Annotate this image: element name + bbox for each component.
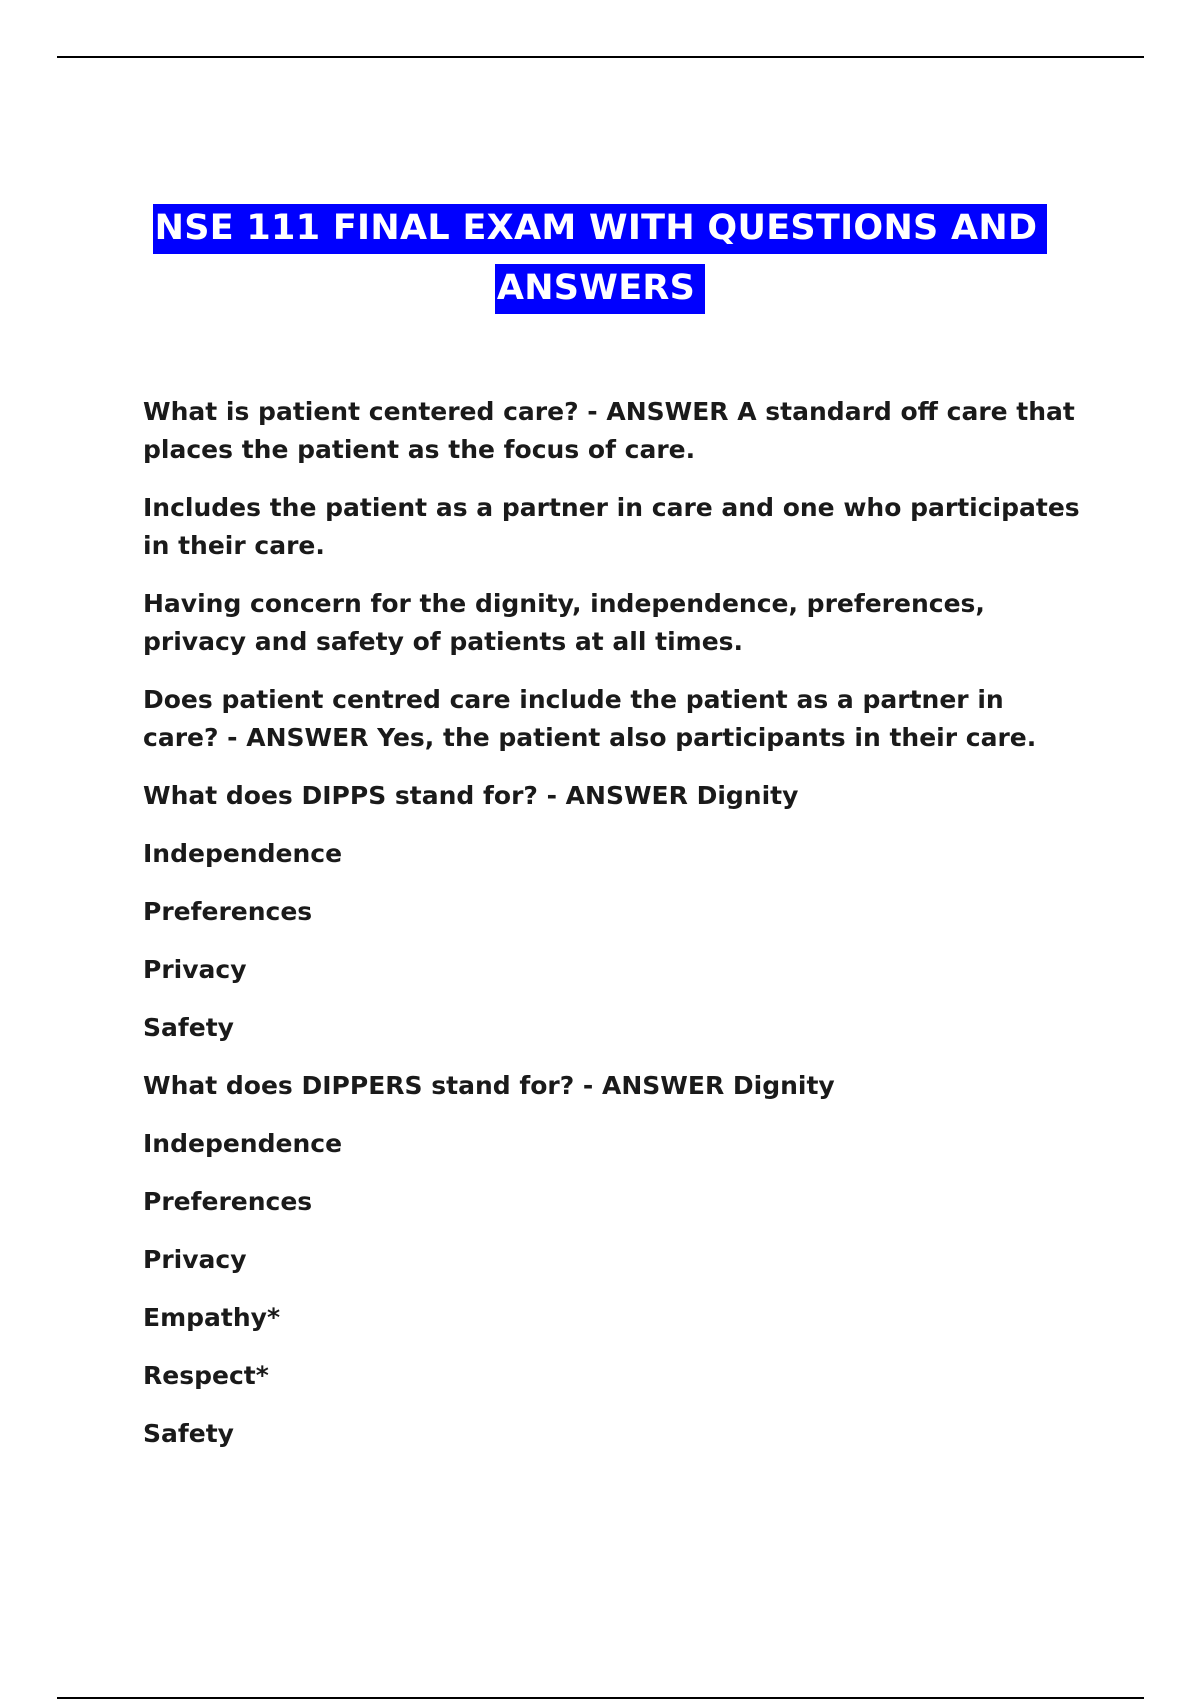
paragraph: Independence [143, 1129, 343, 1158]
document-title [100, 198, 1100, 318]
paragraph: Preferences [143, 897, 313, 926]
paragraph: What is patient centered care? - ANSWER A standard off care that places the patient as the focus of care. [143, 397, 1075, 464]
paragraph: Includes the patient as a partner in care and one who participates in their care. [143, 493, 1080, 560]
paragraph: Preferences [143, 1187, 313, 1216]
paragraph: Safety [143, 1013, 234, 1042]
bottom-rule [57, 1697, 1144, 1699]
paragraph: Respect* [143, 1361, 269, 1390]
paragraph: Does patient centred care include the patient as a partner in care? - ANSWER Yes, the patient also participants in their care. [143, 685, 1037, 752]
paragraph: Independence [143, 839, 343, 868]
top-rule [57, 56, 1144, 58]
document-body [143, 393, 1083, 1473]
paragraph: Privacy [143, 955, 247, 984]
paragraph: What does DIPPS stand for? - ANSWER Dignity [143, 781, 799, 810]
paragraph: Safety [143, 1419, 234, 1448]
document-title-highlight: NSE 111 FINAL EXAM WITH QUESTIONS AND ANSWERS [153, 204, 1048, 314]
paragraph: Empathy* [143, 1303, 281, 1332]
paragraph: What does DIPPERS stand for? - ANSWER Dignity [143, 1071, 835, 1100]
paragraph: Having concern for the dignity, independence, preferences, privacy and safety of patients at all times. [143, 589, 985, 656]
paragraph: Privacy [143, 1245, 247, 1274]
